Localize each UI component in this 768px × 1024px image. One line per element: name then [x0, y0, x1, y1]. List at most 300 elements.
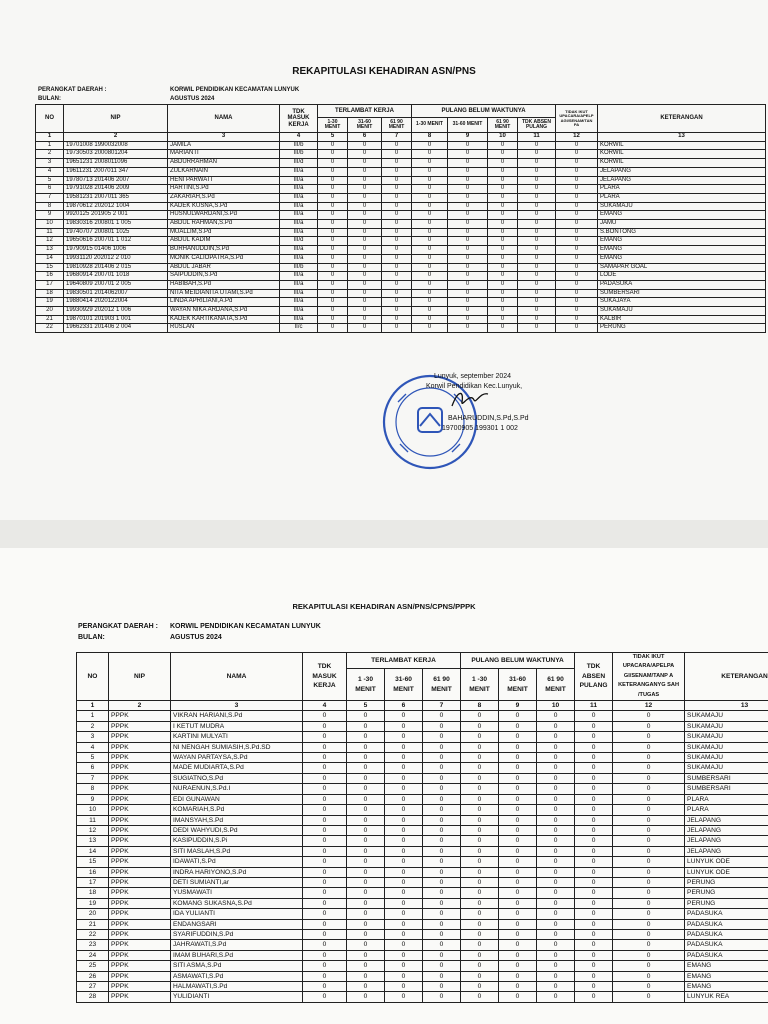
table-cell: 0: [318, 185, 348, 194]
table-cell: 0: [303, 711, 347, 721]
table-cell: 0: [412, 263, 448, 272]
table-cell: 0: [385, 805, 423, 815]
table-cell: 0: [423, 877, 461, 887]
table-cell: LODE: [598, 272, 766, 281]
table-cell: 0: [348, 272, 382, 281]
table-cell: 21: [77, 919, 109, 929]
table-cell: 0: [348, 141, 382, 150]
table-cell: 0: [423, 992, 461, 1002]
table-cell: 0: [412, 185, 448, 194]
table-cell: 0: [385, 877, 423, 887]
table-cell: 0: [348, 176, 382, 185]
table-cell: 0: [461, 919, 499, 929]
table-cell: 0: [303, 898, 347, 908]
column-index-cell: 9: [448, 133, 488, 142]
signature-nip: 19700905 199301 1 002: [442, 425, 518, 432]
table-cell: 0: [613, 877, 685, 887]
attendance-sheet-pppk: [0, 548, 768, 1024]
table-cell: 0: [575, 846, 613, 856]
table-cell: 0: [412, 272, 448, 281]
table-cell: 4: [36, 167, 64, 176]
table-cell: JELAPANG: [685, 815, 768, 825]
table-cell: PPPK: [109, 742, 171, 752]
table-row: [77, 929, 768, 939]
table-cell: 0: [575, 794, 613, 804]
table-cell: 0: [423, 805, 461, 815]
header-late-31-60: 31-60 MENIT: [348, 118, 382, 133]
table-cell: 0: [385, 929, 423, 939]
table-cell: 0: [575, 909, 613, 919]
table-cell: PPPK: [109, 961, 171, 971]
table-cell: 0: [412, 167, 448, 176]
table-cell: 0: [518, 211, 556, 220]
table-cell: 0: [347, 971, 385, 981]
table-cell: 0: [461, 929, 499, 939]
table-cell: 0: [382, 307, 412, 316]
table-cell: PPPK: [109, 929, 171, 939]
table-cell: 0: [385, 950, 423, 960]
table-cell: 7: [36, 193, 64, 202]
table-cell: 0: [499, 982, 537, 992]
table-cell: SUMBERSARI: [685, 784, 768, 794]
table-cell: 0: [575, 982, 613, 992]
table-cell: 22: [36, 324, 64, 333]
table-cell: 0: [461, 773, 499, 783]
table-cell: EMANG: [598, 237, 766, 246]
table-cell: 0: [556, 211, 598, 220]
table-cell: 0: [303, 961, 347, 971]
table-cell: 0: [303, 888, 347, 898]
table-cell: 0: [613, 982, 685, 992]
table-cell: 0: [556, 324, 598, 333]
column-index-cell: 1: [77, 701, 109, 711]
table-cell: 0: [412, 141, 448, 150]
column-index-cell: 12: [556, 133, 598, 142]
table-cell: 0: [303, 950, 347, 960]
table-cell: KORWIL: [598, 159, 766, 168]
table-cell: 0: [575, 971, 613, 981]
table-cell: MARIANTI: [168, 150, 280, 159]
table-cell: III/a: [280, 280, 318, 289]
table-cell: 0: [461, 950, 499, 960]
table-row: [77, 805, 768, 815]
table-cell: 0: [461, 732, 499, 742]
table-cell: PPPK: [109, 711, 171, 721]
table-cell: 0: [385, 794, 423, 804]
table-cell: 0: [412, 237, 448, 246]
table-cell: 0: [348, 254, 382, 263]
table-cell: 0: [348, 193, 382, 202]
table-cell: 0: [613, 784, 685, 794]
table-cell: 0: [382, 193, 412, 202]
header-late-31-60-2: 31-60 MENIT: [385, 669, 423, 701]
table-cell: MUALLIM,S.Pd: [168, 228, 280, 237]
table-cell: 0: [613, 836, 685, 846]
table-cell: 0: [537, 773, 575, 783]
table-cell: 0: [537, 898, 575, 908]
table-cell: SUMBERSARI: [685, 773, 768, 783]
table-cell: PPPK: [109, 732, 171, 742]
table-cell: ABDUL KADIM: [168, 237, 280, 246]
table-cell: 0: [412, 307, 448, 316]
table-cell: 0: [461, 836, 499, 846]
table-cell: KORWIL: [598, 141, 766, 150]
table-cell: PPPK: [109, 721, 171, 731]
table-cell: 0: [423, 784, 461, 794]
table-cell: HARTINI,S.Pd: [168, 185, 280, 194]
table-cell: 9: [77, 794, 109, 804]
table-cell: 0: [499, 784, 537, 794]
table-cell: 0: [348, 263, 382, 272]
table-cell: 0: [423, 753, 461, 763]
table-cell: WAYAN NIKA ARDANA,S.Pd: [168, 307, 280, 316]
header-no-2: NO: [77, 653, 109, 701]
table-cell: 0: [382, 220, 412, 229]
table-cell: III/a: [280, 167, 318, 176]
table-cell: 0: [499, 815, 537, 825]
table-cell: 0: [488, 202, 518, 211]
table-cell: 0: [556, 176, 598, 185]
table-cell: 0: [518, 150, 556, 159]
table-cell: 0: [347, 898, 385, 908]
table-cell: 9920125 201905 2 001: [64, 211, 168, 220]
table-cell: 0: [499, 794, 537, 804]
table-cell: 19790915 01406 1006: [64, 246, 168, 255]
table-cell: 0: [556, 315, 598, 324]
header-early-61-90-2: 61 90 MENIT: [537, 669, 575, 701]
table-cell: 19701008 1990032008: [64, 141, 168, 150]
table-cell: 0: [488, 315, 518, 324]
table-cell: 0: [499, 773, 537, 783]
table-cell: 0: [382, 298, 412, 307]
header-late-1-30: 1-30 MENIT: [318, 118, 348, 133]
table-cell: 0: [488, 324, 518, 333]
table-cell: PADASUKA: [685, 940, 768, 950]
table-cell: IDA YULIANTI: [171, 909, 303, 919]
table-cell: KORWIL: [598, 150, 766, 159]
table-cell: 0: [382, 211, 412, 220]
table-cell: EMANG: [598, 211, 766, 220]
table-cell: 0: [423, 763, 461, 773]
table-cell: 0: [499, 857, 537, 867]
table-cell: 0: [382, 202, 412, 211]
bulan-label-2: BULAN:: [78, 634, 105, 641]
table-cell: 1: [77, 711, 109, 721]
table-cell: 0: [499, 867, 537, 877]
column-index-cell: 11: [518, 133, 556, 142]
table-cell: JAMU: [598, 220, 766, 229]
table-cell: 6: [77, 763, 109, 773]
table-cell: 0: [318, 307, 348, 316]
table-cell: 0: [347, 909, 385, 919]
table-row: [77, 753, 768, 763]
table-cell: 24: [77, 950, 109, 960]
table-cell: 0: [537, 825, 575, 835]
page-title-2: REKAPITULASI KEHADIRAN ASN/PNS/CPNS/PPPK: [292, 602, 476, 611]
table-cell: 0: [488, 263, 518, 272]
table-cell: 12: [36, 237, 64, 246]
table-cell: 2: [77, 721, 109, 731]
table-cell: 0: [461, 867, 499, 877]
table-cell: ABDURRAHMAN: [168, 159, 280, 168]
table-cell: 0: [448, 211, 488, 220]
table-cell: 0: [461, 711, 499, 721]
table-cell: SUKAMAJU: [598, 202, 766, 211]
table-cell: 0: [613, 763, 685, 773]
table-cell: 0: [412, 280, 448, 289]
table-cell: 0: [518, 263, 556, 272]
table-cell: PADASUKA: [685, 919, 768, 929]
table-cell: 0: [556, 298, 598, 307]
column-index-cell: 3: [168, 133, 280, 142]
header-tdk-masuk-2: TDK MASUK KERJA: [303, 653, 347, 701]
table-cell: SITI ASMA,S.Pd: [171, 961, 303, 971]
table-cell: 0: [518, 237, 556, 246]
table-cell: 0: [537, 909, 575, 919]
table-cell: 0: [499, 763, 537, 773]
table-cell: 0: [423, 836, 461, 846]
column-index-cell: 7: [423, 701, 461, 711]
table-cell: 0: [448, 176, 488, 185]
table-cell: 0: [348, 246, 382, 255]
table-cell: 19611231 2007011 347: [64, 167, 168, 176]
header-late-1-30-2: 1 -30 MENIT: [347, 669, 385, 701]
table-cell: PPPK: [109, 919, 171, 929]
table-cell: 0: [348, 280, 382, 289]
table-cell: 0: [385, 919, 423, 929]
table-cell: 0: [303, 929, 347, 939]
table-cell: I KETUT MUDRA: [171, 721, 303, 731]
table-cell: 0: [347, 794, 385, 804]
table-cell: 0: [448, 141, 488, 150]
table-cell: 0: [347, 825, 385, 835]
table-cell: 0: [488, 298, 518, 307]
table-cell: 0: [518, 315, 556, 324]
table-cell: SUKAMAJU: [598, 307, 766, 316]
table-cell: 0: [488, 237, 518, 246]
header-keterangan-2: KETERANGAN: [685, 653, 768, 701]
table-cell: 17: [77, 877, 109, 887]
table-cell: 0: [448, 298, 488, 307]
table-row: [36, 211, 766, 220]
table-cell: 0: [499, 846, 537, 856]
table-cell: SYARIFUDDIN,S.Pd: [171, 929, 303, 939]
table-cell: 0: [575, 961, 613, 971]
table-cell: 0: [461, 961, 499, 971]
table-row: [36, 254, 766, 263]
table-cell: 0: [385, 836, 423, 846]
table-cell: 0: [518, 159, 556, 168]
table-cell: 0: [461, 877, 499, 887]
table-cell: 0: [556, 272, 598, 281]
table-cell: 0: [518, 289, 556, 298]
table-cell: 0: [556, 246, 598, 255]
table-cell: 0: [348, 211, 382, 220]
table-cell: 0: [303, 721, 347, 731]
table-cell: 0: [318, 280, 348, 289]
table-cell: 0: [556, 167, 598, 176]
table-cell: 0: [488, 193, 518, 202]
table-row: [77, 857, 768, 867]
table-cell: ENDANGSARI: [171, 919, 303, 929]
column-index-cell: 3: [171, 701, 303, 711]
table-cell: 0: [318, 263, 348, 272]
table-cell: II/c: [280, 324, 318, 333]
table-cell: 0: [412, 324, 448, 333]
table-cell: 0: [613, 846, 685, 856]
table-cell: 0: [575, 950, 613, 960]
table-cell: 0: [518, 193, 556, 202]
table-cell: 0: [412, 202, 448, 211]
table-cell: 0: [448, 263, 488, 272]
table-cell: 0: [537, 753, 575, 763]
table-cell: 0: [537, 940, 575, 950]
table-cell: 0: [575, 763, 613, 773]
table-cell: 11: [36, 228, 64, 237]
table-cell: 0: [613, 805, 685, 815]
table-cell: SUKAMAJU: [685, 763, 768, 773]
table-cell: 0: [613, 909, 685, 919]
table-cell: WAYAN PARTAYSA,S.Pd: [171, 753, 303, 763]
header-nama: NAMA: [168, 105, 280, 133]
table-cell: PPPK: [109, 825, 171, 835]
table-cell: 0: [448, 280, 488, 289]
table-cell: 0: [537, 929, 575, 939]
table-cell: 14: [77, 846, 109, 856]
table-cell: 0: [385, 732, 423, 742]
table-cell: ZAKARIAH,S.Pd: [168, 193, 280, 202]
table-cell: 0: [488, 246, 518, 255]
table-cell: 0: [347, 732, 385, 742]
table-cell: 0: [556, 141, 598, 150]
table-cell: 0: [499, 888, 537, 898]
table-cell: 26: [77, 971, 109, 981]
table-cell: 8: [36, 202, 64, 211]
bulan-label: BULAN:: [38, 96, 61, 102]
table-cell: 0: [575, 857, 613, 867]
table-cell: III/d: [280, 159, 318, 168]
table-cell: 0: [575, 721, 613, 731]
column-index-row: [36, 133, 766, 142]
table-body: [36, 133, 766, 333]
table-cell: 0: [347, 992, 385, 1002]
signature-place-date: Lunyuk, september 2024: [434, 373, 512, 380]
table-row: [36, 220, 766, 229]
table-cell: 0: [385, 784, 423, 794]
table-cell: 0: [556, 280, 598, 289]
table-cell: 0: [348, 228, 382, 237]
header-early-1-30-2: 1 -30 MENIT: [461, 669, 499, 701]
table-cell: 19830501 2014062007: [64, 289, 168, 298]
table-cell: 0: [385, 815, 423, 825]
table-cell: ABDUL JABAR: [168, 263, 280, 272]
table-cell: III/d: [280, 237, 318, 246]
table-cell: NITA MEIDIANITA UTAMI,S.Pd: [168, 289, 280, 298]
header-tidak-ikut-2: TIDAK IKUT UPACARA/APELPA GI/SENAM/TANP A KETERANGANYG SAH /TUGAS: [613, 653, 685, 701]
table-row: [77, 721, 768, 731]
table-cell: LUNYUK REA: [685, 992, 768, 1002]
table-cell: 0: [412, 193, 448, 202]
header-terlambat-2: TERLAMBAT KERJA: [347, 653, 461, 669]
table-cell: 0: [448, 307, 488, 316]
table-cell: 0: [318, 150, 348, 159]
table-cell: 0: [488, 185, 518, 194]
table-cell: 0: [518, 246, 556, 255]
table-cell: 0: [423, 888, 461, 898]
table-row: [36, 280, 766, 289]
table-cell: 0: [318, 324, 348, 333]
table-cell: 0: [499, 898, 537, 908]
table-cell: 0: [556, 150, 598, 159]
table-cell: 0: [556, 185, 598, 194]
table-cell: 0: [537, 971, 575, 981]
table-cell: SUKAMAJU: [685, 721, 768, 731]
table-cell: 23: [77, 940, 109, 950]
table-cell: PPPK: [109, 784, 171, 794]
table-cell: 0: [303, 971, 347, 981]
table-cell: SUGIATNO,S.Pd: [171, 773, 303, 783]
table-cell: 0: [537, 877, 575, 887]
table-cell: 0: [499, 971, 537, 981]
table-cell: 20: [36, 307, 64, 316]
table-cell: 0: [613, 815, 685, 825]
table-cell: 0: [303, 773, 347, 783]
table-cell: 0: [318, 228, 348, 237]
table-cell: 0: [423, 773, 461, 783]
table-cell: JELAPANG: [685, 836, 768, 846]
table-cell: 0: [412, 150, 448, 159]
table-cell: 0: [385, 753, 423, 763]
perangkat-value: KORWIL PENDIDIKAN KECAMATAN LUNYUK: [170, 87, 300, 93]
table-cell: 0: [423, 825, 461, 835]
table-row: [36, 289, 766, 298]
table-cell: 0: [461, 805, 499, 815]
column-index-cell: 6: [385, 701, 423, 711]
column-index-cell: 12: [613, 701, 685, 711]
table-cell: 0: [461, 815, 499, 825]
table-cell: 0: [423, 721, 461, 731]
table-cell: 0: [382, 246, 412, 255]
table-cell: 0: [488, 150, 518, 159]
table-cell: 0: [382, 237, 412, 246]
table-cell: 0: [556, 307, 598, 316]
table-cell: KOMARIAH,S.Pd: [171, 805, 303, 815]
table-cell: JELAPANG: [598, 167, 766, 176]
table-cell: 14: [36, 254, 64, 263]
bulan-value: AGUSTUS 2024: [170, 96, 215, 102]
table-cell: 0: [537, 815, 575, 825]
column-index-cell: 9: [499, 701, 537, 711]
table-cell: 0: [347, 940, 385, 950]
table-cell: 0: [488, 141, 518, 150]
table-cell: 0: [448, 324, 488, 333]
table-cell: 0: [613, 961, 685, 971]
table-cell: 0: [556, 263, 598, 272]
table-cell: PPPK: [109, 753, 171, 763]
table-row: [77, 898, 768, 908]
table-cell: 0: [303, 877, 347, 887]
signature-office: Korwil Pendidikan Kec.Lunyuk,: [426, 383, 523, 390]
table-cell: 0: [303, 815, 347, 825]
table-cell: KADEK KUSNA,S.Pd: [168, 202, 280, 211]
table-cell: 0: [412, 315, 448, 324]
table-cell: IDAWATI,S.Pd: [171, 857, 303, 867]
table-cell: 0: [537, 888, 575, 898]
table-row: [77, 877, 768, 887]
table-cell: PPPK: [109, 888, 171, 898]
table-cell: KADEK KARTIKANATA,S.Pd: [168, 315, 280, 324]
table-cell: 0: [518, 202, 556, 211]
